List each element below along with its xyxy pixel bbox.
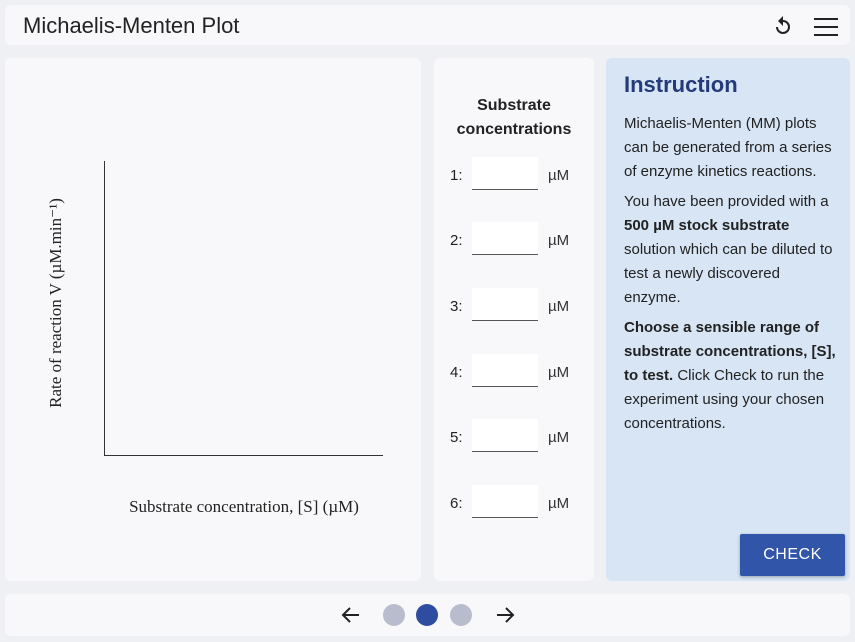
check-button[interactable]: CHECK: [740, 534, 845, 576]
concentration-row-6: [434, 485, 594, 521]
y-axis-label: Rate of reaction V (µM.min⁻¹): [46, 198, 65, 408]
concentration-index: 6:: [450, 495, 463, 512]
concentration-row-3: [434, 288, 594, 324]
x-axis-label: Substrate concentration, [S] (µM): [129, 497, 359, 516]
page-dot-1[interactable]: [383, 604, 405, 626]
reset-button[interactable]: [771, 15, 795, 39]
page-title: Michaelis-Menten Plot: [23, 13, 240, 38]
concentration-input-1[interactable]: [472, 157, 538, 190]
instruction-text: You have been provided with a: [624, 193, 829, 210]
concentration-row-2: [434, 222, 594, 258]
chart-panel: [5, 58, 421, 581]
concentration-input-5[interactable]: [472, 419, 538, 452]
page-dot-2-active[interactable]: [416, 604, 438, 626]
instruction-paragraph-1: Michaelis-Menten (MM) plots can be generated from a series of enzyme kinetics reactions.: [624, 115, 832, 180]
concentration-row-4: [434, 354, 594, 390]
concentration-unit: µM: [548, 167, 570, 184]
concentrations-heading: [434, 94, 594, 142]
footer-nav: [5, 594, 850, 636]
instruction-panel: [606, 58, 850, 581]
concentration-input-2[interactable]: [472, 222, 538, 255]
hamburger-menu-icon: [813, 15, 839, 39]
arrow-left-icon: [339, 603, 363, 627]
instruction-paragraph-2: [624, 190, 838, 310]
concentration-unit: µM: [548, 429, 570, 446]
reset-icon: [771, 15, 795, 39]
concentration-index: 4:: [450, 364, 463, 381]
concentration-unit: µM: [548, 495, 570, 512]
mm-plot: [5, 58, 421, 581]
instruction-paragraph-3: [624, 316, 838, 436]
concentration-index: 3:: [450, 298, 463, 315]
page-dot-3[interactable]: [450, 604, 472, 626]
concentrations-panel: [434, 58, 594, 581]
concentration-input-6[interactable]: [472, 485, 538, 518]
prev-button[interactable]: [339, 603, 363, 627]
concentrations-heading-line1: Substrate: [477, 97, 551, 114]
menu-button[interactable]: [813, 15, 839, 39]
instruction-title: Instruction: [624, 72, 738, 97]
instruction-highlight: Choose a sensible range of substrate concentrations, [S], to test.: [624, 319, 836, 384]
concentration-index: 5:: [450, 429, 463, 446]
concentration-input-4[interactable]: [472, 354, 538, 387]
concentration-input-3[interactable]: [472, 288, 538, 321]
concentration-row-1: [434, 157, 594, 193]
instruction-text: solution which can be diluted to test a newly discovered enzyme.: [624, 241, 833, 306]
concentration-unit: µM: [548, 298, 570, 315]
arrow-right-icon: [493, 603, 517, 627]
concentration-row-5: [434, 419, 594, 455]
instruction-text: Click Check to run the experiment using your chosen concentrations.: [624, 367, 825, 432]
header-bar: [5, 5, 850, 45]
concentration-unit: µM: [548, 364, 570, 381]
concentration-unit: µM: [548, 232, 570, 249]
next-button[interactable]: [493, 603, 517, 627]
concentration-index: 1:: [450, 167, 463, 184]
instruction-body: [624, 112, 838, 442]
concentration-index: 2:: [450, 232, 463, 249]
instruction-highlight: 500 µM stock substrate: [624, 217, 790, 234]
concentrations-heading-line2: concentrations: [456, 121, 572, 138]
